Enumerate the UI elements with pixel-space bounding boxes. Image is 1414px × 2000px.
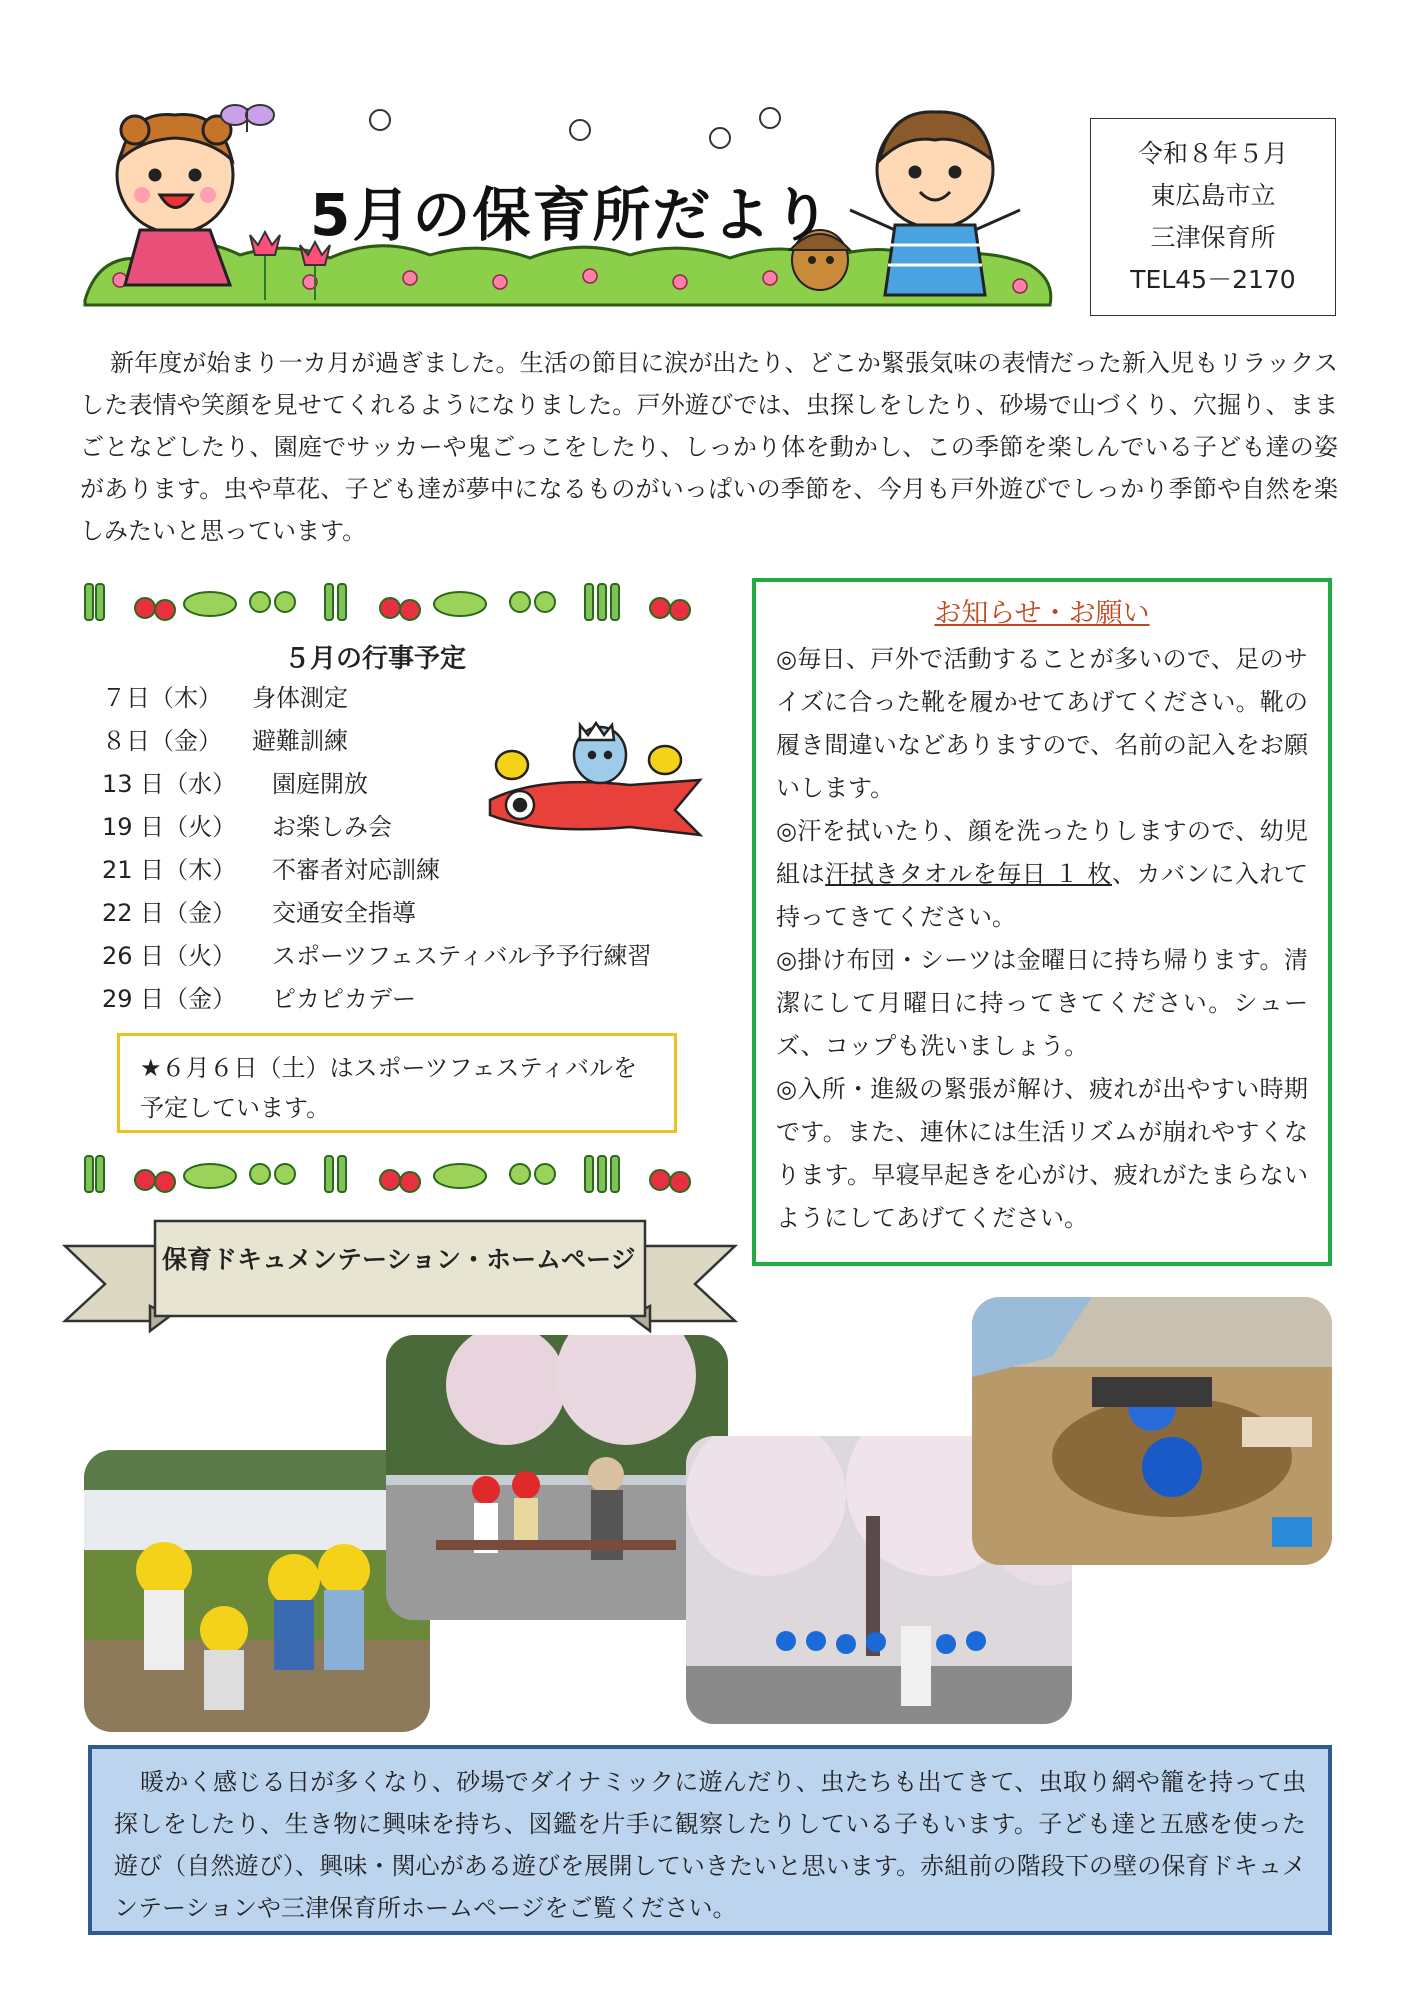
- notice-item-towel: [776, 810, 1308, 939]
- notice-towel-pre: ◎汗を拭いたり、顔を洗ったりしますので、幼児組は: [776, 817, 1308, 888]
- photo-sandpit: [972, 1297, 1332, 1565]
- schedule-date: ８日（金）: [102, 727, 222, 755]
- schedule-event: ピカピカデー: [272, 985, 416, 1013]
- notice-title: お知らせ・お願い: [934, 598, 1150, 629]
- schedule-row: [102, 806, 392, 848]
- schedule-row: [102, 978, 416, 1020]
- schedule-row: [102, 849, 440, 891]
- schedule-title: ５月の行事予定: [283, 644, 466, 674]
- schedule-date: 29 日（金）: [102, 985, 237, 1013]
- schedule-event: 園庭開放: [272, 770, 368, 798]
- notice-box: [752, 578, 1332, 1266]
- schedule-row: [102, 935, 651, 977]
- facility-name: 三津保育所: [1150, 223, 1276, 252]
- schedule-note: [117, 1033, 677, 1133]
- schedule-row: [102, 677, 348, 719]
- notice-item-futon: ◎掛け布団・シーツは金曜日に持ち帰ります。清潔にして月曜日に持ってきてください。シューズ、コップも洗いましょう。: [776, 946, 1308, 1060]
- schedule-date: 13 日（水）: [102, 770, 237, 798]
- city-name: 東広島市立: [1150, 181, 1276, 210]
- phone-number: TEL45－2170: [1130, 265, 1296, 294]
- carp-streamer-icon: [480, 705, 710, 855]
- schedule-date: 21 日（木）: [102, 856, 237, 884]
- schedule-row: [102, 892, 416, 934]
- bottom-message: 暖かく感じる日が多くなり、砂場でダイナミックに遊んだり、虫たちも出てきて、虫取り網や籠を持って虫探しをしたり、生き物に興味を持ち、図鑑を片手に観察したりしている子もいます。子ども達と五感を使った遊び（自然遊び）、興味・関心がある遊びを展開していきたいと思います。赤組前の階段下の壁の保育ドキュメンテーションや三津保育所ホームページをご覧ください。: [88, 1745, 1332, 1935]
- veg-border-icon: [80, 578, 720, 626]
- photo-blossom-path: [386, 1335, 728, 1620]
- schedule-date: 22 日（金）: [102, 899, 237, 927]
- notice-towel-post: 、カバンに入れて持ってきてください。: [776, 860, 1309, 931]
- schedule-event: 不審者対応訓練: [272, 856, 440, 884]
- schedule-row: [102, 763, 368, 805]
- schedule-event: 避難訓練: [252, 727, 348, 755]
- schedule-event: スポーツフェスティバル予予行練習: [272, 942, 652, 970]
- schedule-note-line2: 予定しています。: [140, 1094, 331, 1122]
- schedule-date: 19 日（火）: [102, 813, 237, 841]
- notice-item-shoes: ◎毎日、戸外で活動することが多いので、足のサイズに合った靴を履かせてあげてください。靴の履き間違いなどありますので、名前の記入をお願いします。: [776, 645, 1308, 802]
- info-box: [1090, 118, 1336, 316]
- schedule-note-line1: ★６月６日（土）はスポーツフェスティバルを: [140, 1054, 637, 1082]
- schedule-row: [102, 720, 348, 762]
- issue-date: 令和８年５月: [1137, 139, 1288, 168]
- schedule-event: 交通安全指導: [272, 899, 416, 927]
- page-title: 5月の保育所だより: [310, 181, 833, 249]
- intro-paragraph: 新年度が始まり一カ月が過ぎました。生活の節目に涙が出たり、どこか緊張気味の表情だった新入児もリラックスした表情や笑顔を見せてくれるようになりました。戸外遊びでは、虫探しをしたり、砂場で山づくり、穴掘り、ままごとなどしたり、園庭でサッカーや鬼ごっこをしたり、しっかり体を動かし、この季節を楽しんでいる子ども達の姿があります。虫や草花、子ども達が夢中になるものがいっぱいの季節を、今月も戸外遊びでしっかり季節や自然を楽しみたいと思っています。: [80, 349, 1338, 545]
- photo-garden: [84, 1450, 430, 1732]
- schedule-event: お楽しみ会: [272, 813, 392, 841]
- ribbon-label: 保育ドキュメンテーション・ホームページ: [162, 1245, 636, 1274]
- notice-item-fatigue: ◎入所・進級の緊張が解け、疲れが出やすい時期です。また、連休には生活リズムが崩れやすくなります。早寝早起きを心がけ、疲れがたまらないようにしてあげてください。: [776, 1075, 1308, 1232]
- veg-border-icon: [80, 1150, 720, 1198]
- schedule-event: 身体測定: [252, 684, 348, 712]
- schedule-date: 26 日（火）: [102, 942, 237, 970]
- schedule-date: ７日（木）: [102, 684, 222, 712]
- notice-towel-underline: 汗拭きタオルを毎日 １ 枚: [825, 860, 1112, 888]
